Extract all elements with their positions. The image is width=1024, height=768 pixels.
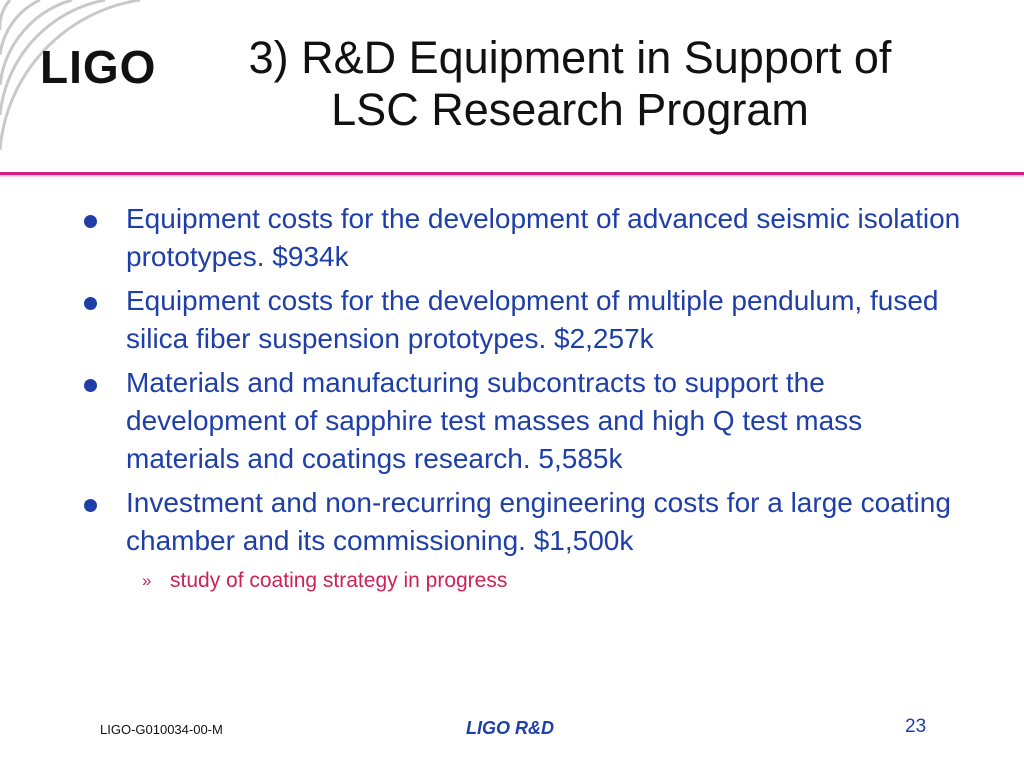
bullet-dot-icon	[84, 499, 97, 512]
bullet-item	[84, 364, 964, 478]
bullet-text: Equipment costs for the development of multiple pendulum, fused silica fiber suspension prototypes. $2,257k	[126, 285, 939, 354]
bullet-text: Investment and non-recurring engineering costs for a large coating chamber and its commissioning. $1,500k	[126, 487, 951, 556]
bullet-list	[84, 200, 964, 596]
sub-bullet-item	[84, 566, 964, 596]
bullet-text: Materials and manufacturing subcontracts to support the development of sapphire test masses and high Q test mass materials and coatings research. 5,585k	[126, 367, 863, 474]
title-line-1: 3) R&D Equipment in Support of	[248, 32, 892, 83]
logo-text: LIGO	[40, 41, 157, 93]
bullet-dot-icon	[84, 379, 97, 392]
sub-bullet-marker: »	[142, 571, 152, 590]
bullet-item	[84, 200, 964, 276]
footer-center-title: LIGO R&D	[466, 718, 554, 738]
bullet-dot-icon	[84, 215, 97, 228]
bullet-text: Equipment costs for the development of advanced seismic isolation prototypes. $934k	[126, 203, 961, 272]
bullet-dot-icon	[84, 297, 97, 310]
slide-title	[180, 32, 960, 136]
bullet-item	[84, 484, 964, 560]
page-number: 23	[905, 716, 927, 737]
bullet-item	[84, 282, 964, 358]
title-line-2: LSC Research Program	[331, 84, 809, 135]
footer-doc-id: LIGO-G010034-00-M	[100, 722, 223, 737]
title-divider-shadow	[0, 175, 1024, 178]
logo	[0, 0, 200, 160]
sub-bullet-text: study of coating strategy in progress	[170, 569, 508, 592]
